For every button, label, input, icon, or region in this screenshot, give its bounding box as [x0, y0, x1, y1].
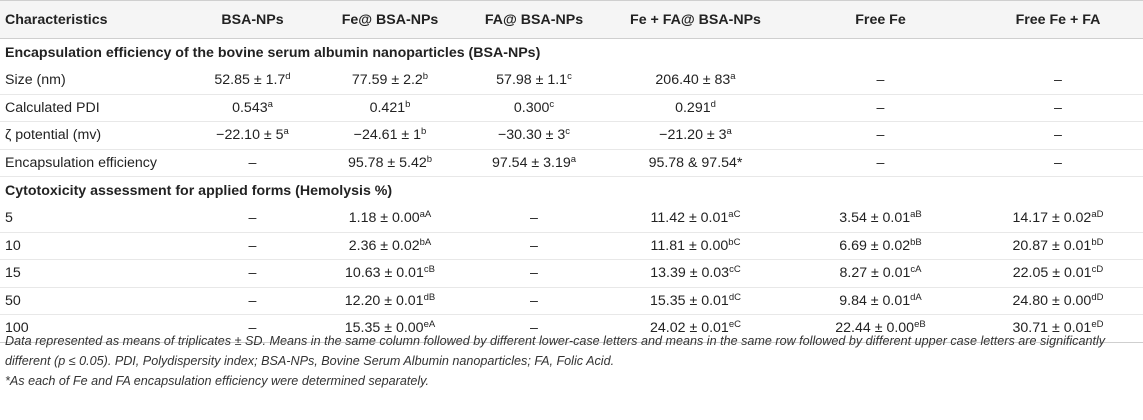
table-cell: [788, 287, 973, 315]
footnote-main: Data represented as means of triplicates ± SD. Means in the same column followed by different lower-case letters and means in the same row followed by different upper case letters are significantly different (p ≤ 0.05). PDI, Polydispersity index; BSA-NPs, Bovine Serum Albumin nanoparticles; FA, Folic Acid.: [5, 334, 1106, 368]
section-row: [0, 177, 1143, 206]
cell-value: 15.35 ± 0.01: [650, 292, 729, 309]
table-row: [0, 67, 1143, 94]
table-row: [0, 232, 1143, 260]
cell-value: 9.84 ± 0.01: [839, 292, 911, 309]
table-cell: [788, 260, 973, 288]
table-row: [0, 94, 1143, 122]
cell-value: 15.35 ± 0.00: [344, 320, 424, 337]
cell-value: –: [248, 320, 257, 337]
cell-value: 8.27 ± 0.01: [839, 265, 911, 282]
significance-superscript: eD: [1091, 319, 1104, 331]
table-cell: [315, 94, 465, 122]
row-label: 10: [0, 232, 190, 260]
cell-value: –: [530, 320, 538, 337]
table-cell: [465, 94, 603, 122]
cell-value: 0.421: [369, 99, 406, 116]
table-cell: [603, 260, 788, 288]
significance-superscript: dB: [423, 291, 436, 303]
cell-value: 24.02 ± 0.01: [650, 320, 729, 337]
table-body: [0, 39, 1143, 343]
significance-superscript: cA: [910, 264, 922, 276]
row-label: 50: [0, 287, 190, 315]
cell-value: –: [248, 154, 257, 171]
cell-value: 1.18 ± 0.00: [348, 210, 420, 227]
table-cell: [603, 149, 788, 177]
section-title: Cytotoxicity assessment for applied forms (Hemolysis %): [5, 183, 393, 199]
cell-value: 0.300: [513, 99, 550, 116]
cell-value: 206.40 ± 83: [655, 72, 731, 89]
table-cell: [973, 67, 1143, 94]
table-row: [0, 287, 1143, 315]
cell-value: –: [876, 154, 885, 171]
table-cell: [190, 67, 315, 94]
table-cell: [603, 122, 788, 150]
cell-value: 22.05 ± 0.01: [1012, 265, 1092, 282]
table-cell: [973, 287, 1143, 315]
significance-superscript: eA: [423, 319, 436, 331]
cell-value: 52.85 ± 1.7: [214, 72, 286, 89]
cell-value: 11.81 ± 0.00: [650, 237, 729, 254]
cell-value: –: [248, 265, 257, 282]
cell-value: −22.10 ± 5: [216, 127, 284, 144]
table-row: [0, 260, 1143, 288]
significance-superscript: b: [422, 71, 429, 83]
cell-value: –: [1054, 127, 1062, 144]
cell-value: 24.80 ± 0.00: [1012, 292, 1092, 309]
table-cell: [315, 232, 465, 260]
cell-value: 14.17 ± 0.02: [1012, 210, 1092, 227]
cell-value: 20.87 ± 0.01: [1012, 237, 1092, 254]
table-cell: [465, 122, 603, 150]
significance-superscript: b: [426, 153, 433, 165]
cell-value: –: [1054, 154, 1062, 171]
cell-value: 95.78 & 97.54*: [648, 154, 743, 171]
cell-value: 97.54 ± 3.19: [491, 154, 571, 171]
table-cell: [190, 232, 315, 260]
table-row: [0, 205, 1143, 232]
cell-value: −21.20 ± 3: [659, 127, 727, 144]
table-cell: [465, 205, 603, 232]
cell-value: 3.54 ± 0.01: [839, 210, 911, 227]
significance-superscript: eB: [914, 319, 926, 331]
table-cell: [788, 94, 973, 122]
table-cell: [465, 232, 603, 260]
row-label: Encapsulation efficiency: [0, 149, 190, 177]
cell-value: 2.36 ± 0.02: [348, 237, 420, 254]
table-cell: [315, 149, 465, 177]
table-cell: [603, 232, 788, 260]
table-cell: [465, 149, 603, 177]
table-cell: [603, 287, 788, 315]
table-cell: [315, 260, 465, 288]
table-row: [0, 122, 1143, 150]
table-cell: [788, 67, 973, 94]
row-label: Calculated PDI: [0, 94, 190, 122]
significance-superscript: aC: [728, 209, 741, 221]
table-cell: [315, 287, 465, 315]
col-header-characteristics: Characteristics: [0, 1, 190, 39]
table-cell: [190, 94, 315, 122]
col-header-free-fe-fa: Free Fe + FA: [973, 1, 1143, 39]
significance-superscript: a: [267, 98, 273, 110]
table-cell: [315, 205, 465, 232]
table-cell: [973, 149, 1143, 177]
row-label: ζ potential (mv): [0, 122, 190, 150]
table-cell: [190, 205, 315, 232]
cell-value: –: [530, 292, 538, 309]
table-cell: [788, 149, 973, 177]
table-cell: [973, 205, 1143, 232]
table-cell: [465, 260, 603, 288]
significance-superscript: aA: [419, 209, 432, 221]
significance-superscript: c: [549, 98, 555, 110]
cell-value: 10.63 ± 0.01: [345, 265, 424, 282]
row-label: 15: [0, 260, 190, 288]
col-header-bsa-nps: BSA-NPs: [190, 1, 315, 39]
cell-value: 11.42 ± 0.01: [650, 210, 729, 227]
significance-superscript: bC: [728, 236, 741, 248]
significance-superscript: c: [567, 71, 572, 83]
significance-superscript: bD: [1091, 236, 1104, 248]
cell-value: –: [876, 127, 885, 144]
table-cell: [190, 149, 315, 177]
table-cell: [465, 287, 603, 315]
row-label: 5: [0, 205, 190, 232]
significance-superscript: bA: [419, 236, 432, 248]
significance-superscript: dD: [1091, 291, 1104, 303]
cell-value: 95.78 ± 5.42: [347, 154, 427, 171]
section-row: [0, 39, 1143, 68]
significance-superscript: a: [283, 126, 289, 138]
footnote-asterisk: *As each of Fe and FA encapsulation efficiency were determined separately.: [5, 374, 429, 388]
significance-superscript: c: [565, 126, 571, 138]
significance-superscript: a: [730, 71, 736, 83]
cell-value: −30.30 ± 3: [497, 127, 566, 144]
significance-superscript: a: [570, 153, 577, 165]
significance-superscript: d: [710, 98, 716, 110]
table-cell: [603, 205, 788, 232]
table-cell: [973, 260, 1143, 288]
table-cell: [315, 122, 465, 150]
significance-superscript: aD: [1091, 209, 1104, 221]
table-cell: [973, 122, 1143, 150]
cell-value: 57.98 ± 1.1: [496, 72, 568, 89]
significance-superscript: a: [726, 126, 732, 138]
cell-value: –: [530, 265, 538, 282]
cell-value: –: [876, 72, 885, 89]
cell-value: –: [1054, 99, 1062, 116]
header-row: [0, 1, 1143, 39]
table-cell: [973, 232, 1143, 260]
significance-superscript: dC: [728, 291, 741, 303]
table-cell: [788, 122, 973, 150]
col-header-fe-bsa-nps: Fe@ BSA-NPs: [315, 1, 465, 39]
cell-value: –: [876, 99, 885, 116]
cell-value: –: [530, 237, 538, 254]
significance-superscript: eC: [728, 319, 741, 331]
cell-value: 12.20 ± 0.01: [344, 292, 424, 309]
significance-superscript: cD: [1091, 264, 1104, 276]
table-cell: [603, 67, 788, 94]
cell-value: −24.61 ± 1: [353, 127, 422, 144]
significance-superscript: b: [405, 98, 411, 110]
cell-value: –: [248, 210, 257, 227]
significance-superscript: bB: [910, 236, 922, 248]
table-cell: [190, 260, 315, 288]
table-cell: [465, 67, 603, 94]
table-row: [0, 149, 1143, 177]
cell-value: –: [530, 210, 538, 227]
cell-value: –: [248, 292, 257, 309]
significance-superscript: d: [285, 71, 291, 83]
row-label: 100: [0, 315, 190, 343]
cell-value: 13.39 ± 0.03: [650, 265, 730, 282]
table-cell: [190, 287, 315, 315]
table-footnotes: [5, 331, 1135, 391]
significance-superscript: aB: [910, 209, 922, 221]
cell-value: 30.71 ± 0.01: [1012, 320, 1092, 337]
section-title: Encapsulation efficiency of the bovine serum albumin nanoparticles (BSA-NPs): [5, 45, 541, 61]
cell-value: –: [1054, 72, 1062, 89]
significance-superscript: b: [421, 126, 427, 138]
cell-value: 6.69 ± 0.02: [839, 237, 911, 254]
table-cell: [788, 205, 973, 232]
row-label: Size (nm): [0, 67, 190, 94]
cell-value: 77.59 ± 2.2: [351, 72, 423, 89]
significance-superscript: cC: [729, 264, 741, 276]
table-cell: [973, 94, 1143, 122]
col-header-free-fe: Free Fe: [788, 1, 973, 39]
cell-value: 22.44 ± 0.00: [835, 320, 915, 337]
table-cell: [603, 94, 788, 122]
significance-superscript: dA: [910, 291, 922, 303]
table-cell: [315, 67, 465, 94]
col-header-fa-bsa-nps: FA@ BSA-NPs: [465, 1, 603, 39]
significance-superscript: cB: [423, 264, 435, 276]
cell-value: 0.291: [675, 99, 711, 116]
table-cell: [788, 232, 973, 260]
cell-value: –: [248, 237, 257, 254]
cell-value: 0.543: [232, 99, 268, 116]
col-header-fe-fa-bsa-nps: Fe + FA@ BSA-NPs: [603, 1, 788, 39]
table-cell: [190, 122, 315, 150]
